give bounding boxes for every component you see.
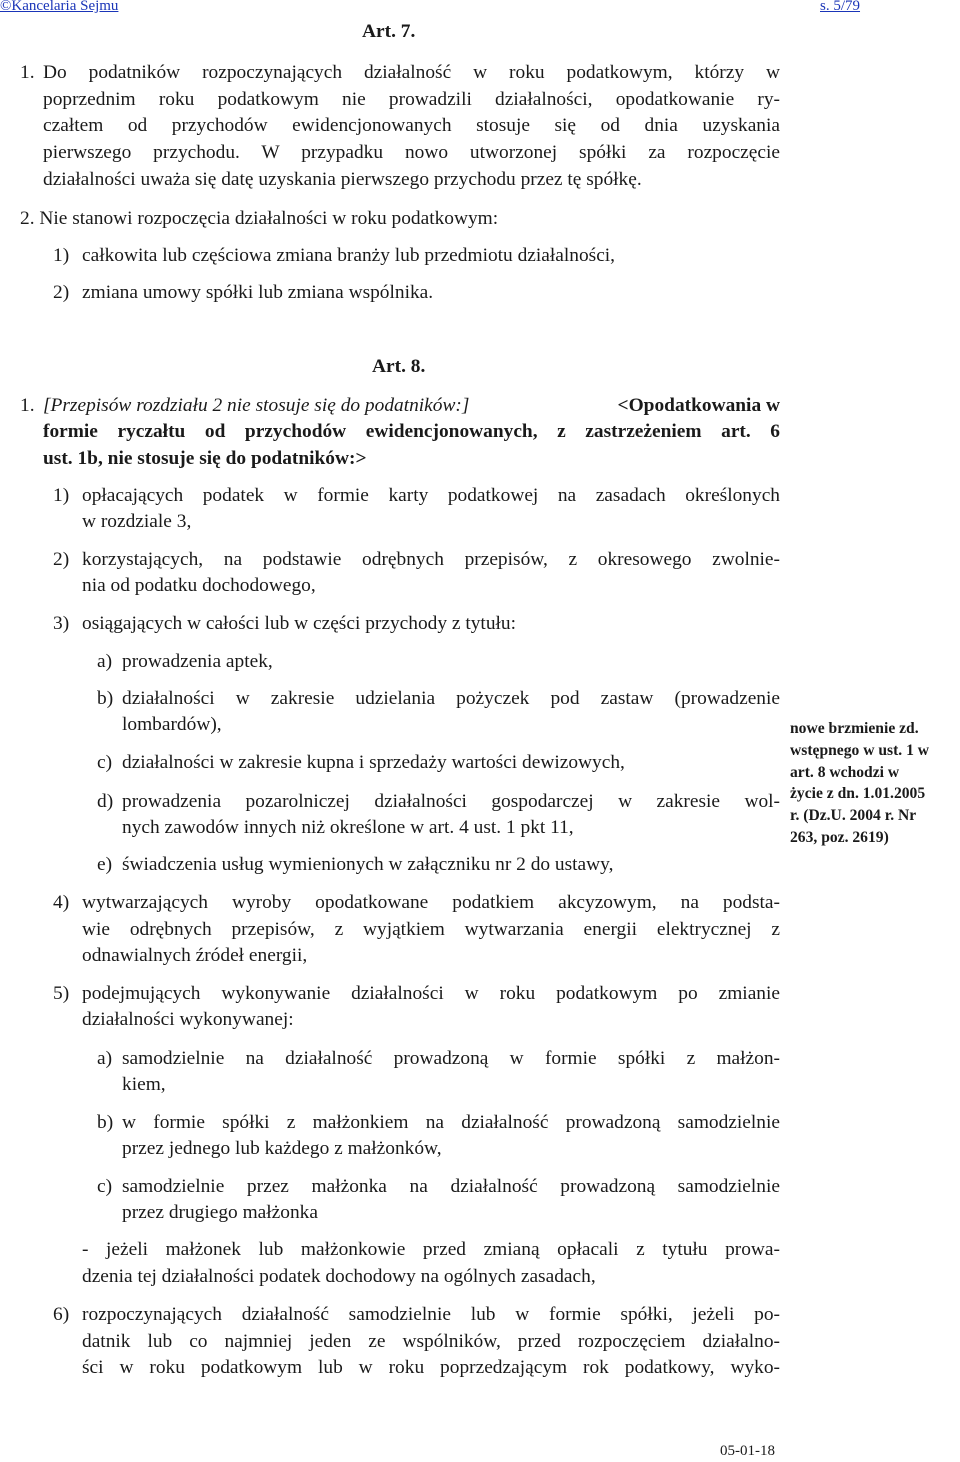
- art7-p2-item-1-num: 1): [53, 245, 70, 266]
- footer-date: 05-01-18: [720, 1443, 775, 1459]
- art8-item-5-a-line-2: kiem,: [122, 1074, 166, 1095]
- art8-item-3-e: świadczenia usług wymienionych w załączniku nr 2 do ustawy,: [122, 854, 614, 875]
- art8-item-6-line-1: rozpoczynających działalność samodzielnie lub w formie spółki, jeżeli po-: [82, 1304, 780, 1325]
- art8-item-5-dash-line-1: - jeżeli małżonek lub małżonkowie przed zmianą opłacali z tytułu prowa-: [82, 1239, 780, 1260]
- art7-p2-item-1: całkowita lub częściowa zmiana branży lub przedmiotu działalności,: [82, 245, 616, 266]
- art8-p1-line-1: [43, 396, 780, 415]
- art8-item-2-line-2: nia od podatku dochodowego,: [82, 575, 316, 596]
- art8-item-3-d-line-1: prowadzenia pozarolniczej działalności gospodarczej w zakresie wol-: [122, 791, 780, 812]
- art8-item-6-num: 6): [53, 1304, 70, 1325]
- art8-item-2-line-1: korzystających, na podstawie odrębnych przepisów, z okresowego zwolnie-: [82, 549, 780, 570]
- art8-item-5-b-num: b): [97, 1112, 114, 1133]
- art7-p1-line-3: czałtem od przychodów ewidencjonowanych stosuje się od dnia uzyskania: [43, 115, 780, 136]
- art8-item-5-c-num: c): [97, 1176, 113, 1197]
- art8-item-5-line-2: działalności wykonywanej:: [82, 1009, 294, 1030]
- source-link[interactable]: ©Kancelaria Sejmu: [0, 0, 119, 14]
- art8-item-1-line-2: w rozdziale 3,: [82, 511, 192, 532]
- art7-p1-line-2: poprzednim roku podatkowym nie prowadzili działalności, opodatkowanie ry-: [43, 89, 780, 110]
- art8-item-3-num: 3): [53, 613, 70, 634]
- art8-item-3-a: prowadzenia aptek,: [122, 651, 273, 672]
- art8-item-5-b-line-1: w formie spółki z małżonkiem na działalność prowadzoną samodzielnie: [122, 1112, 780, 1133]
- art8-item-3-line-1: osiągających w całości lub w części przychody z tytułu:: [82, 613, 516, 634]
- art8-item-3-b-num: b): [97, 688, 114, 709]
- art8-p1-old-wording: [Przepisów rozdziału 2 nie stosuje się do podatników:]: [43, 395, 470, 416]
- art8-item-3-e-num: e): [97, 854, 113, 875]
- art8-item-4-line-1: wytwarzających wyroby opodatkowane podatkiem akcyzowym, na podsta-: [82, 892, 780, 913]
- art8-item-2-num: 2): [53, 549, 70, 570]
- art8-item-3-b-line-1: działalności w zakresie udzielania pożyczek pod zastaw (prowadzenie: [122, 688, 780, 709]
- art8-item-5-b-line-2: przez jednego lub każdego z małżonków,: [122, 1138, 442, 1159]
- art8-item-5-dash-line-2: dzenia tej działalności podatek dochodowy na ogólnych zasadach,: [82, 1266, 596, 1287]
- art7-p1-line-4: pierwszego przychodu. W przypadku nowo utworzonej spółki za rozpoczęcie: [43, 142, 780, 163]
- art8-item-3-c-num: c): [97, 752, 113, 773]
- art8-p1-number: 1.: [20, 395, 35, 416]
- art8-item-3-d-line-2: nych zawodów innych niż określone w art. 4 ust. 1 pkt 11,: [122, 817, 574, 838]
- margin-note: nowe brzmienie zd. wstępnego w ust. 1 w art. 8 wchodzi w życie z dn. 1.01.2005 r. (Dz.U. 2004 r. Nr 263, poz. 2619): [790, 720, 930, 846]
- art8-item-6-line-2: datnik lub co najmniej jeden ze wspólników, przed rozpoczęciem działalno-: [82, 1331, 780, 1352]
- art8-item-4-line-2: wie odrębnych przepisów, z wyjątkiem wytwarzania energii elektrycznej z: [82, 919, 780, 940]
- art8-item-3-c: działalności w zakresie kupna i sprzedaży wartości dewizowych,: [122, 752, 625, 773]
- art8-item-4-line-3: odnawialnych źródeł energii,: [82, 945, 308, 966]
- art8-item-5-num: 5): [53, 983, 70, 1004]
- art8-item-1-num: 1): [53, 485, 70, 506]
- page-number-link[interactable]: s. 5/79: [820, 0, 861, 14]
- art8-item-3-a-num: a): [97, 651, 113, 672]
- art7-p1-number: 1.: [20, 62, 35, 83]
- art8-item-1-line-1: opłacających podatek w formie karty podatkowej na zasadach określonych: [82, 485, 780, 506]
- article-7-heading: Art. 7.: [362, 21, 416, 42]
- art8-p1-new-wording-line-2: formie ryczałtu od przychodów ewidencjonowanych, z zastrzeżeniem art. 6: [43, 421, 780, 442]
- art8-p1-new-wording-line-3: ust. 1b, nie stosuje się do podatników:>: [43, 448, 367, 469]
- art7-p1-line-1: Do podatników rozpoczynających działalność w roku podatkowym, którzy w: [43, 62, 780, 83]
- art7-p2-item-2: zmiana umowy spółki lub zmiana wspólnika.: [82, 282, 434, 303]
- art7-p1-line-5: działalności uważa się datę uzyskania pierwszego przychodu przez tę spółkę.: [43, 169, 642, 190]
- art8-p1-new-wording-start: <Opodatkowania w: [617, 395, 780, 416]
- art8-item-3-b-line-2: lombardów),: [122, 714, 222, 735]
- art8-item-3-d-num: d): [97, 791, 114, 812]
- article-8-heading: Art. 8.: [372, 356, 426, 377]
- art8-item-5-c-line-2: przez drugiego małżonka: [122, 1202, 318, 1223]
- art7-p2-intro: 2. Nie stanowi rozpoczęcia działalności w roku podatkowym:: [20, 208, 499, 229]
- art8-item-6-line-3: ści w roku podatkowym lub w roku poprzedzającym rok podatkowy, wyko-: [82, 1357, 780, 1378]
- art8-item-5-c-line-1: samodzielnie przez małżonka na działalność prowadzoną samodzielnie: [122, 1176, 780, 1197]
- art7-p2-item-2-num: 2): [53, 282, 70, 303]
- art8-item-5-a-num: a): [97, 1048, 113, 1069]
- art8-item-5-line-1: podejmujących wykonywanie działalności w roku podatkowym po zmianie: [82, 983, 780, 1004]
- art8-item-5-a-line-1: samodzielnie na działalność prowadzoną w formie spółki z małżon-: [122, 1048, 780, 1069]
- art8-item-4-num: 4): [53, 892, 70, 913]
